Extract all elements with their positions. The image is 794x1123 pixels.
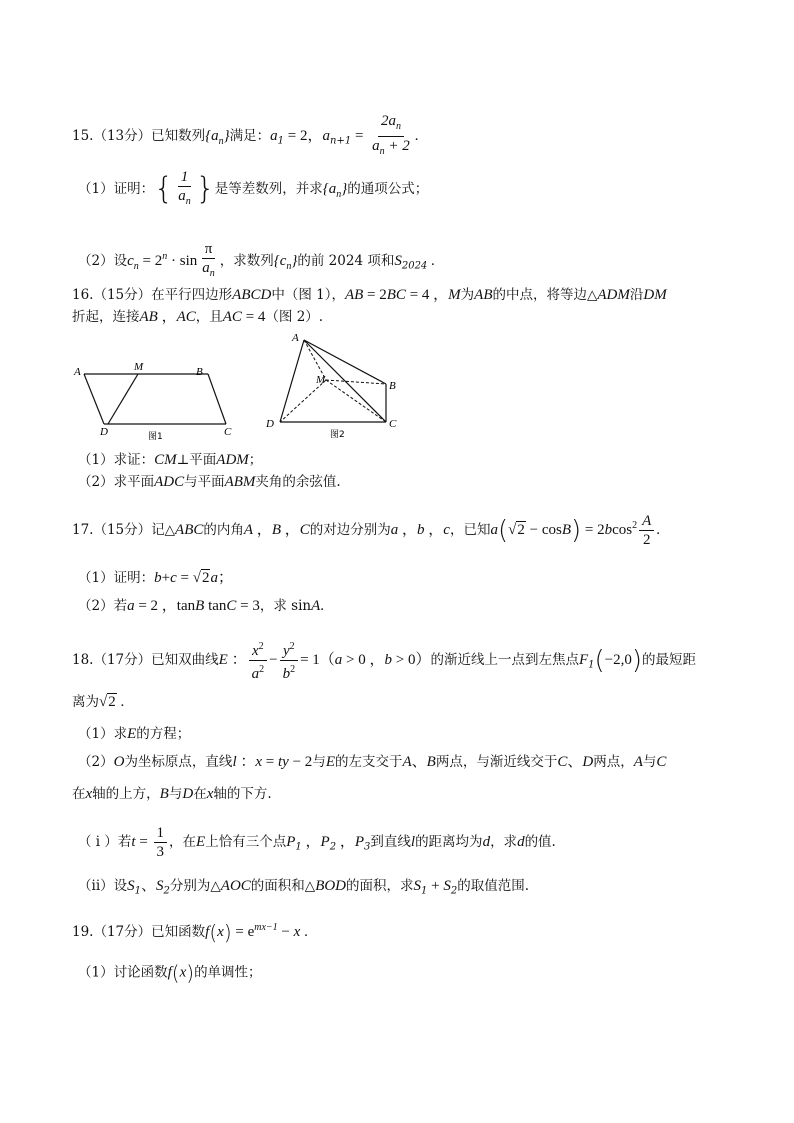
q16-part2: （2）求平面ADC与平面ABM夹角的余弦值. bbox=[78, 474, 341, 490]
q18-part2: （2）O为坐标原点，直线l ：x = ty − 2与E的左支交于A、B两点，与渐近线交于C、D两点，A与C bbox=[78, 754, 667, 770]
q16-stem-2: 折起，连接AB ，AC，且AC = 4（图 2）. bbox=[72, 309, 324, 325]
fig1-caption: 图1 bbox=[148, 432, 163, 442]
figure-1-parallelogram bbox=[68, 332, 248, 446]
fig2-caption: 图2 bbox=[330, 430, 345, 440]
fig2-label-c: C bbox=[389, 418, 397, 430]
q15-stem: 15.（13分）已知数列$\{a_n\}$满足：$a_1 = 2$，$a_{n+1}$ = $\frac{2a_n}{a_n + 2}$ . bbox=[72, 113, 419, 157]
q17-stem: 17.（15分）记△ABC的内角A ，B ，C的对边分别为a ，b ，c，已知a(√2 − cosB) = 2bcos$^2$ $\frac{A}{2}$ . bbox=[72, 513, 661, 548]
q15-part2: （2）设$c_n = 2^n \cdot \sin$ $\frac{\pi}{a_n}$ ，求数列$\{c_n\}$的前 2024 项和$S_{2024}$ . bbox=[78, 241, 435, 279]
q16-stem: 16.（15分）在平行四边形ABCD中（图 1），AB = 2BC = 4 ，M为AB的中点，将等边△ADM沿DM bbox=[72, 287, 667, 303]
q18-part2-i: （ i ）若t = $\frac{1}{3}$ ，在E上恰有三个点$P_1$ ，$P_2$ ，$P_3$到直线l的距离均为d，求d的值. bbox=[78, 825, 556, 860]
fig1-label-a: A bbox=[74, 366, 81, 378]
fig1-label-b: B bbox=[196, 366, 203, 378]
q16-part1: （1）求证：CM⊥平面ADM； bbox=[78, 452, 263, 468]
fig2-label-a: A bbox=[292, 332, 299, 344]
fig2-label-b: B bbox=[389, 380, 396, 392]
fig1-label-m: M bbox=[134, 361, 144, 373]
q19-stem: 19.（17分）已知函数$f(x) = e^{mx-1} - x$ . bbox=[72, 920, 308, 945]
q17-part2: （2）若a = 2 ，tanB tanC = 3，求 sinA. bbox=[78, 598, 325, 614]
q19-part1: （1）讨论函数f(x)的单调性； bbox=[78, 961, 262, 985]
q18-part2-2: 在x轴的上方，B与D在x轴的下方. bbox=[72, 786, 272, 802]
q18-part1: （1）求E的方程； bbox=[78, 726, 191, 742]
q18-stem: 18.（17分）已知双曲线E ： $\frac{x^2}{a^2}$ − $\frac{y^2}{b^2}$ = 1（a > 0 ，b > 0）的渐近线上一点到左焦点$F_1(-2,0)$的最短距 bbox=[72, 638, 696, 683]
q18-part2-ii: （ii）设$S_1$、$S_2$分别为△AOC的面积和△BOD的面积，求$S_1 + S_2$的取值范围. bbox=[78, 878, 530, 897]
fig2-label-m: M bbox=[316, 374, 326, 386]
fig2-label-d: D bbox=[266, 418, 274, 430]
q18-stem-2: 离为√2 . bbox=[72, 694, 125, 710]
fig1-label-c: C bbox=[224, 426, 232, 438]
fig1-label-d: D bbox=[100, 426, 108, 438]
q17-part1: （1）证明：b+c = √2a； bbox=[78, 570, 233, 586]
q15-part1: （1）证明：{ $\frac{1}{a_n}$ }是等差数列，并求$\{a_n\}$的通项公式； bbox=[78, 169, 429, 207]
figure-2-folded-solid bbox=[262, 332, 412, 446]
